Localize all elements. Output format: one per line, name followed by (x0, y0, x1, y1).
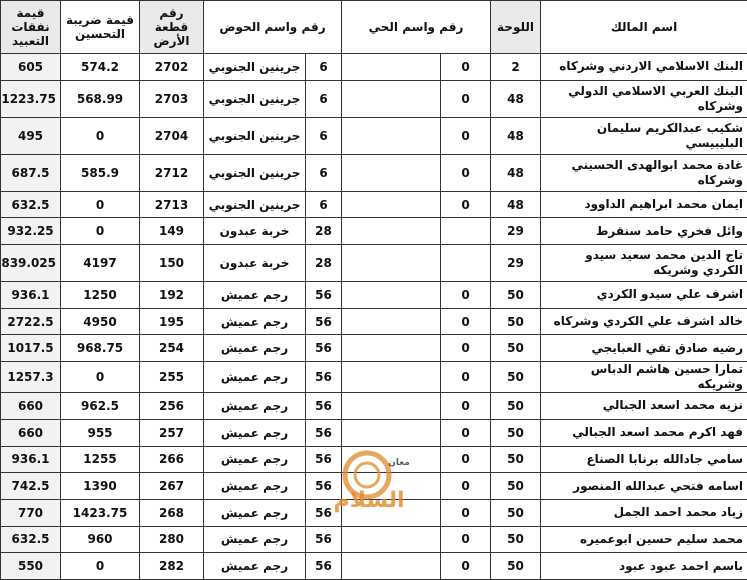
tax-cell: 1250 (61, 282, 140, 309)
basin-number-cell: 56 (306, 419, 342, 446)
owner-cell: سامي جادالله برنابا الصناع (541, 446, 747, 473)
compensation-cell: 936.1 (1, 282, 61, 309)
basin-name-cell: رجم عميش (204, 419, 306, 446)
board-cell: 50 (491, 499, 541, 526)
zone-number-cell (441, 245, 491, 282)
compensation-cell: 742.5 (1, 473, 61, 500)
zone-number-cell: 0 (441, 54, 491, 81)
owner-cell: البنك الاسلامي الاردني وشركاه (541, 54, 747, 81)
tax-cell: 585.9 (61, 154, 140, 191)
parcel-cell: 282 (140, 553, 204, 580)
table-row (1, 553, 747, 580)
board-cell: 50 (491, 473, 541, 500)
board-cell: 48 (491, 191, 541, 218)
owner-cell: رضيه صادق تقي العبايجي (541, 335, 747, 362)
table-row (1, 282, 747, 309)
owner-cell: باسم احمد عبود عبود (541, 553, 747, 580)
compensation-cell: 1257.3 (1, 362, 61, 393)
board-cell: 50 (491, 446, 541, 473)
header-owner: اسم المالك (541, 1, 747, 54)
watermark-logo-subtext: معان (388, 458, 410, 468)
parcel-cell: 266 (140, 446, 204, 473)
zone-name-cell (342, 419, 441, 446)
basin-number-cell: 56 (306, 499, 342, 526)
basin-name-cell: رجم عميش (204, 473, 306, 500)
zone-number-cell: 0 (441, 362, 491, 393)
board-cell: 48 (491, 154, 541, 191)
basin-number-cell: 6 (306, 54, 342, 81)
zone-name-cell (342, 499, 441, 526)
header-board: اللوحة (491, 1, 541, 54)
compensation-cell: 687.5 (1, 154, 61, 191)
board-cell: 29 (491, 245, 541, 282)
compensation-cell: 550 (1, 553, 61, 580)
table-row (1, 393, 747, 420)
zone-number-cell: 0 (441, 419, 491, 446)
zone-name-cell (342, 393, 441, 420)
owner-cell: تاج الدين محمد سعيد سيدو الكردي وشريكه (541, 245, 747, 282)
zone-name-cell (342, 446, 441, 473)
board-cell: 50 (491, 308, 541, 335)
basin-name-cell: رجم عميش (204, 499, 306, 526)
basin-name-cell: رجم عميش (204, 282, 306, 309)
owner-cell: اشرف علي سيدو الكردي (541, 282, 747, 309)
compensation-cell: 2722.5 (1, 308, 61, 335)
board-cell: 50 (491, 393, 541, 420)
parcel-cell: 267 (140, 473, 204, 500)
table-row (1, 362, 747, 393)
tax-cell: 1390 (61, 473, 140, 500)
owner-cell: زياد محمد احمد الجمل (541, 499, 747, 526)
basin-number-cell: 56 (306, 362, 342, 393)
owner-cell: فهد اكرم محمد اسعد الجبالي (541, 419, 747, 446)
parcel-cell: 254 (140, 335, 204, 362)
table-row (1, 191, 747, 218)
basin-name-cell: رجم عميش (204, 308, 306, 335)
zone-number-cell: 0 (441, 393, 491, 420)
zone-name-cell (342, 526, 441, 553)
tax-cell: 962.5 (61, 393, 140, 420)
basin-name-cell: جرينين الجنوبي (204, 154, 306, 191)
compensation-cell: 495 (1, 117, 61, 154)
zone-number-cell: 0 (441, 499, 491, 526)
basin-number-cell: 56 (306, 282, 342, 309)
zone-name-cell (342, 335, 441, 362)
table-row (1, 54, 747, 81)
table-row (1, 499, 747, 526)
parcel-cell: 2713 (140, 191, 204, 218)
tax-cell: 960 (61, 526, 140, 553)
table-row (1, 446, 747, 473)
basin-number-cell: 56 (306, 308, 342, 335)
parcel-cell: 2702 (140, 54, 204, 81)
basin-name-cell: رجم عميش (204, 526, 306, 553)
zone-number-cell: 0 (441, 282, 491, 309)
board-cell: 48 (491, 117, 541, 154)
parcel-cell: 2703 (140, 80, 204, 117)
basin-number-cell: 56 (306, 473, 342, 500)
compensation-cell: 632.5 (1, 191, 61, 218)
board-cell: 50 (491, 362, 541, 393)
owner-cell: ايمان محمد ابراهيم الداوود (541, 191, 747, 218)
parcel-cell: 256 (140, 393, 204, 420)
zone-name-cell (342, 282, 441, 309)
owner-cell: محمد سليم حسين ابوعميره (541, 526, 747, 553)
zone-number-cell: 0 (441, 191, 491, 218)
owner-cell: خالد اشرف علي الكردي وشركاه (541, 308, 747, 335)
compensation-cell: 839.025 (1, 245, 61, 282)
board-cell: 2 (491, 54, 541, 81)
zone-name-cell (342, 245, 441, 282)
zone-number-cell: 0 (441, 526, 491, 553)
zone-number-cell: 0 (441, 154, 491, 191)
zone-number-cell: 0 (441, 446, 491, 473)
table-row (1, 117, 747, 154)
basin-number-cell: 6 (306, 191, 342, 218)
parcel-cell: 149 (140, 218, 204, 245)
basin-name-cell: رجم عميش (204, 446, 306, 473)
owner-cell: وائل فخري حامد سنقرط (541, 218, 747, 245)
board-cell: 50 (491, 335, 541, 362)
zone-number-cell: 0 (441, 80, 491, 117)
board-cell: 48 (491, 80, 541, 117)
basin-name-cell: جرينين الجنوبي (204, 54, 306, 81)
basin-name-cell: جرينين الجنوبي (204, 191, 306, 218)
parcel-cell: 257 (140, 419, 204, 446)
parcel-cell: 255 (140, 362, 204, 393)
basin-number-cell: 6 (306, 154, 342, 191)
table-row (1, 245, 747, 282)
owner-cell: تمارا حسين هاشم الدباس وشريكه (541, 362, 747, 393)
zone-number-cell (441, 218, 491, 245)
zone-name-cell (342, 218, 441, 245)
basin-number-cell: 56 (306, 553, 342, 580)
tax-cell: 0 (61, 218, 140, 245)
parcel-cell: 192 (140, 282, 204, 309)
zone-name-cell (342, 308, 441, 335)
board-cell: 50 (491, 419, 541, 446)
zone-number-cell: 0 (441, 335, 491, 362)
board-cell: 50 (491, 282, 541, 309)
compensation-cell: 936.1 (1, 446, 61, 473)
compensation-cell: 632.5 (1, 526, 61, 553)
basin-number-cell: 28 (306, 218, 342, 245)
tax-cell: 968.75 (61, 335, 140, 362)
tax-cell: 1255 (61, 446, 140, 473)
owner-cell: شكيب عبدالكريم سليمان البليبيسي (541, 117, 747, 154)
basin-number-cell: 28 (306, 245, 342, 282)
compensation-cell: 770 (1, 499, 61, 526)
zone-name-cell (342, 191, 441, 218)
header-zone: رقم واسم الحي (342, 1, 491, 54)
basin-number-cell: 6 (306, 117, 342, 154)
tax-cell: 4197 (61, 245, 140, 282)
basin-number-cell: 56 (306, 393, 342, 420)
header-compensation: قيمة نفقات التعبيد (1, 1, 61, 54)
parcel-cell: 195 (140, 308, 204, 335)
zone-name-cell (342, 117, 441, 154)
zone-number-cell: 0 (441, 117, 491, 154)
board-cell: 50 (491, 526, 541, 553)
basin-number-cell: 56 (306, 446, 342, 473)
compensation-cell: 1017.5 (1, 335, 61, 362)
header-tax: قيمة ضريبة التحسين (61, 1, 140, 54)
zone-name-cell (342, 54, 441, 81)
tax-cell: 955 (61, 419, 140, 446)
tax-cell: 1423.75 (61, 499, 140, 526)
zone-name-cell (342, 154, 441, 191)
parcel-cell: 150 (140, 245, 204, 282)
table-row (1, 526, 747, 553)
compensation-cell: 605 (1, 54, 61, 81)
table-row (1, 218, 747, 245)
zone-name-cell (342, 553, 441, 580)
table-row (1, 335, 747, 362)
compensation-cell: 660 (1, 419, 61, 446)
table-row (1, 154, 747, 191)
parcel-cell: 280 (140, 526, 204, 553)
zone-name-cell (342, 362, 441, 393)
zone-number-cell: 0 (441, 553, 491, 580)
parcel-cell: 268 (140, 499, 204, 526)
table-row (1, 473, 747, 500)
header-basin: رقم واسم الحوض (204, 1, 342, 54)
zone-number-cell: 0 (441, 308, 491, 335)
parcel-cell: 2712 (140, 154, 204, 191)
basin-number-cell: 56 (306, 335, 342, 362)
board-cell: 29 (491, 218, 541, 245)
basin-name-cell: رجم عميش (204, 362, 306, 393)
header-parcel: رقم قطعة الأرض (140, 1, 204, 54)
zone-name-cell (342, 80, 441, 117)
basin-number-cell: 6 (306, 80, 342, 117)
owner-cell: البنك العربي الاسلامي الدولي وشركاه (541, 80, 747, 117)
tax-cell: 0 (61, 362, 140, 393)
basin-name-cell: خربة عبدون (204, 245, 306, 282)
basin-name-cell: خربة عبدون (204, 218, 306, 245)
tax-cell: 0 (61, 191, 140, 218)
tax-cell: 0 (61, 553, 140, 580)
basin-number-cell: 56 (306, 526, 342, 553)
basin-name-cell: جرينين الجنوبي (204, 117, 306, 154)
owner-cell: نزيه محمد اسعد الجبالي (541, 393, 747, 420)
basin-name-cell: رجم عميش (204, 335, 306, 362)
zone-name-cell (342, 473, 441, 500)
tax-cell: 568.99 (61, 80, 140, 117)
tax-cell: 0 (61, 117, 140, 154)
tax-cell: 4950 (61, 308, 140, 335)
parcel-cell: 2704 (140, 117, 204, 154)
compensation-cell: 1223.75 (1, 80, 61, 117)
basin-name-cell: رجم عميش (204, 553, 306, 580)
header-row (1, 1, 747, 54)
tax-cell: 574.2 (61, 54, 140, 81)
table-body (1, 54, 747, 580)
table-row (1, 80, 747, 117)
watermark-logo-text: السلام (333, 488, 404, 513)
owner-cell: اسامه فتحي عبدالله المنصور (541, 473, 747, 500)
compensation-cell: 932.25 (1, 218, 61, 245)
basin-name-cell: جرينين الجنوبي (204, 80, 306, 117)
compensation-cell: 660 (1, 393, 61, 420)
zone-number-cell: 0 (441, 473, 491, 500)
owner-cell: غادة محمد ابوالهدى الحسيني وشركاه (541, 154, 747, 191)
table-row (1, 419, 747, 446)
board-cell: 50 (491, 553, 541, 580)
basin-name-cell: رجم عميش (204, 393, 306, 420)
table-row (1, 308, 747, 335)
